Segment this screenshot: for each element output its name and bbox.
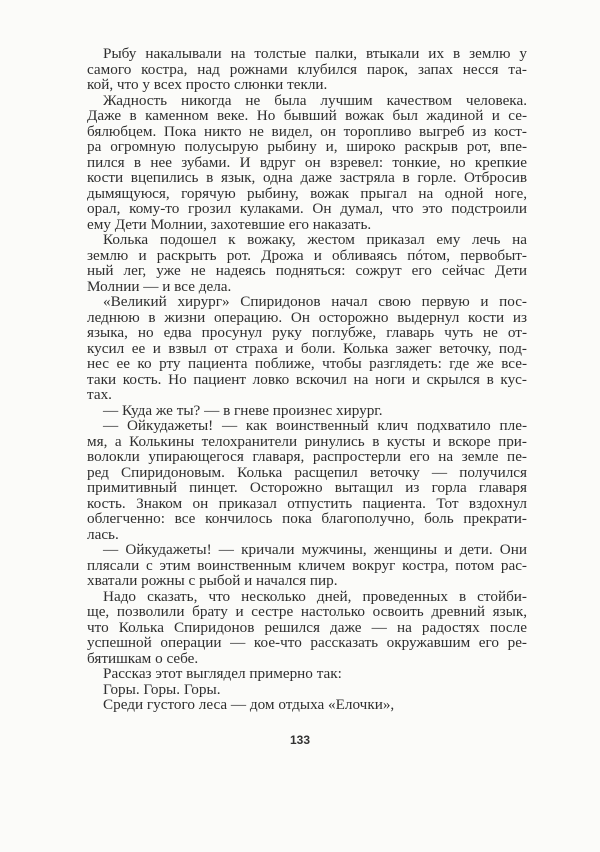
text-line: что Колька Спиридонов решился даже — на радостях после [87, 618, 527, 636]
text-line: ред Спиридоновым. Колька расщепил веточку — получился [87, 463, 527, 481]
text-line: Горы. Горы. Горы. [103, 680, 221, 698]
paragraph [87, 542, 527, 589]
paragraph [87, 232, 527, 294]
text-line: — Ойкудажеты! — кричали мужчины, женщины и дети. Они [103, 541, 527, 558]
text-line: кость. Знаком он приказал отпустить пациента. Тот вздохнул [87, 494, 527, 512]
text-line: Среди густого леса — дом отдыха «Елочки», [103, 696, 395, 713]
text-line: — Ойкудажеты! — как воинственный клич подхватило пле- [103, 417, 527, 434]
text-line: ему Дети Молнии, захотевшие его наказать. [87, 215, 372, 233]
paragraph [87, 294, 527, 403]
paragraph [87, 589, 527, 667]
text-line: кусил ее и взвыл от страха и боли. Колька зажег веточку, под- [87, 339, 527, 357]
paragraph [87, 46, 527, 93]
text-line: кой, что у всех просто слюнки текли. [87, 76, 328, 93]
text-line: волокли упирающегося главаря, распростерли его на земле пе- [87, 448, 527, 465]
text-line: Молнии — и все дела. [87, 277, 232, 295]
paragraph [87, 93, 527, 233]
text-line: орал, кому-то грозил кулаками. Он думал, что это подстроили [87, 200, 527, 217]
text-line: ра огромную полусырую рыбину и, широко раскрыв рот, впе- [87, 138, 527, 155]
text-line: — Куда же ты? — в гневе произнес хирург. [103, 401, 383, 419]
paragraph [87, 418, 527, 542]
text-line: хватали рожны с рыбой и начался пир. [87, 572, 338, 589]
text-line: Рассказ этот выглядел примерно так: [103, 665, 342, 682]
text-line: мя, а Колькины телохранители ринулись в кусты и вскоре при- [87, 432, 527, 450]
text-line: Рыбу накалывали на толстые палки, втыкали их в землю у [103, 45, 527, 62]
text-line: Надо сказать, что несколько дней, проведенных в стойби- [103, 587, 527, 605]
text-line: бятишкам о себе. [87, 649, 199, 667]
paragraph [87, 697, 527, 713]
text-line: пился в нее зубами. И вдруг он взревел: тонкие, но крепкие [87, 153, 527, 171]
text-line: Даже в каменном веке. Но бывший вожак был жадиной и се- [87, 107, 527, 124]
text-line: успешной операции — кое-что рассказать окружавшим его ре- [87, 634, 527, 651]
page-number: 133 [289, 733, 311, 747]
paragraph [87, 666, 527, 682]
text-line: Жадность никогда не была лучшим качеством человека. [103, 91, 527, 109]
text-line: землю и раскрыть рот. Дрожа и обливаясь пóтом, первобыт- [87, 246, 527, 264]
text-line: таки кость. Но пациент ловко вскочил на ноги и скрылся в кус- [87, 370, 527, 388]
text-line: Колька подошел к вожаку, жестом приказал ему лечь на [103, 231, 527, 248]
text-line: облегченно: все кончилось пока благополучно, боль прекрати- [87, 510, 527, 527]
body-text [87, 46, 527, 713]
text-line: нес ее ко рту пациента поближе, чтобы разглядеть: где же все- [87, 355, 527, 372]
text-line: лась. [87, 525, 119, 543]
text-line: тах. [87, 386, 112, 403]
text-line: примитивный пинцет. Осторожно вытащил из горла главаря [87, 479, 527, 496]
text-line: «Великий хирург» Спиридонов начал свою первую и пос- [103, 293, 527, 310]
text-line: ный лег, уже не надеясь подняться: сожрут его сейчас Дети [87, 262, 527, 279]
text-line: языка, но едва просунул руку поглубже, главарь чуть не от- [87, 324, 527, 341]
text-line: ще, позволили брату и сестре настолько освоить древний язык, [87, 603, 527, 620]
text-line: дымящуюся, горячую рыбину, вожак прыгал на одной ноге, [87, 184, 527, 202]
text-line: леднюю в жизни операцию. Он осторожно выдернул кости из [87, 308, 527, 326]
text-line: кости вцепились в язык, одна даже застряла в горле. Отбросив [87, 169, 527, 186]
paragraph [87, 403, 527, 419]
text-line: бялюбцем. Пока никто не видел, он торопливо выгреб из кост- [87, 122, 527, 140]
text-line: самого костра, над рожнами клубился парок, запах несся та- [87, 60, 527, 78]
paragraph [87, 682, 527, 698]
text-line: плясали с этим воинственным кличем вокруг костра, потом рас- [87, 556, 527, 574]
